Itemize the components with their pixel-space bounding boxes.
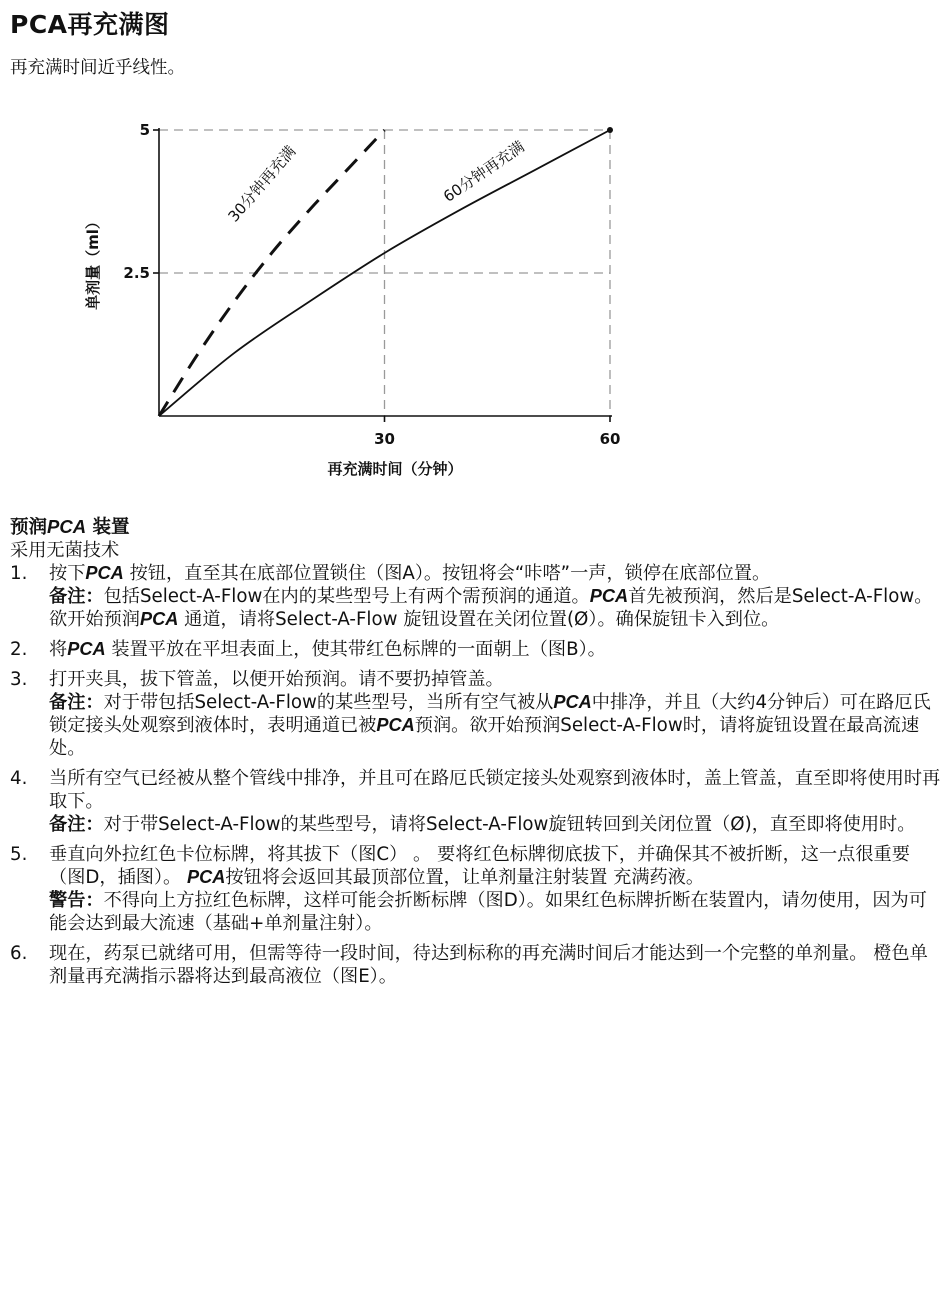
section-title [10, 514, 942, 540]
x-tick-label: 30 [374, 430, 395, 448]
pca-term: PCA [553, 692, 592, 712]
step-number: 1. [10, 563, 28, 584]
step-3 [10, 668, 942, 760]
step-text-part: 将 [49, 639, 68, 660]
chart-series [159, 127, 613, 416]
step-4 [10, 767, 942, 836]
step-warning [49, 889, 942, 935]
chart-axes [159, 128, 612, 416]
pca-term: PCA [67, 639, 106, 659]
step-text-part: 按钮，直至其在底部位置锁住（图A）。按钮将会“咔嗒”一声，锁停在底部位置。 [129, 563, 771, 584]
step-number: 5. [10, 844, 28, 865]
series-label-60min: 60分钟再充满 [440, 137, 528, 206]
step-6 [10, 942, 942, 988]
section-note: 采用无菌技术 [10, 540, 120, 561]
step-number: 2. [10, 639, 28, 660]
series-label-30min: 30分钟再充满 [224, 142, 300, 226]
step-text: 现在，药泵已就绪可用，但需等待一段时间，待达到标称的再充满时间后才能达到一个完整的单剂量。 橙色单剂量再充满指示器将达到最高液位（图E）。 [49, 943, 928, 987]
step-text: 当所有空气已经被从整个管线中排净，并且可在路厄氏锁定接头处观察到液体时，盖上管盖，直至即将使用时再取下。 [49, 768, 941, 812]
y-tick-label: 2.5 [123, 264, 150, 282]
section-title-prefix: 预润 [10, 517, 48, 538]
step-2 [10, 638, 942, 661]
step-note [49, 813, 942, 836]
chart-ticks [123, 121, 620, 448]
pca-term: PCA [376, 715, 415, 735]
step-text [49, 562, 942, 585]
step-5 [10, 843, 942, 935]
note-label: 备注： [49, 586, 104, 607]
note-text-part: 通道，请将Select-A-Flow 旋钮设置在关闭位置(Ø）。确保旋钮卡入到位。 [184, 609, 780, 630]
step-text [49, 638, 942, 661]
pca-term: PCA [589, 586, 629, 606]
refill-chart [0, 0, 950, 490]
step-number: 4. [10, 768, 28, 789]
step-number: 6. [10, 943, 28, 964]
note-text-part: 包括Select-A-Flow在内的某些型号上有两个需预润的通道。 [103, 586, 590, 607]
y-tick-label: 5 [139, 121, 150, 139]
chart-gridlines [159, 130, 610, 416]
step-number: 3. [10, 669, 28, 690]
step-text: 打开夹具，拔下管盖，以便开始预润。请不要扔掉管盖。 [49, 669, 504, 690]
x-axis-title: 再充满时间（分钟） [327, 460, 463, 478]
warning-label: 警告： [49, 890, 104, 911]
section-title-pca: PCA [47, 516, 87, 537]
step-text-part: 装置平放在平坦表面上，使其带红色标牌的一面朝上（图B）。 [111, 639, 606, 660]
y-axis-title: 单剂量（ml） [84, 214, 102, 310]
note-text-part: 对于带包括Select-A-Flow的某些型号，当所有空气被从 [103, 692, 554, 713]
page-title: PCA再充满图 [10, 10, 170, 39]
step-text [49, 843, 942, 889]
step-text-part: 垂直向外拉红色卡位标牌，将其拔下（图C） 。 要将红色标牌彻底拔下，并确保其不被折断，这一点很重要（图D，插图）。 [49, 844, 910, 888]
steps-list [10, 562, 942, 988]
pca-term: PCA [187, 867, 226, 887]
series-endpoint-marker [607, 127, 613, 133]
note-label: 备注： [49, 814, 104, 835]
section-title-suffix: 装置 [92, 517, 130, 538]
note-text-part: 首先被预润，然后是Select-A-Flow。欲开始预润 [49, 586, 933, 630]
step-1 [10, 562, 942, 631]
pca-term: PCA [85, 563, 124, 583]
step-text-part: 按钮将会返回其最顶部位置，让单剂量注射装置 充满药液。 [225, 867, 705, 888]
pca-term: PCA [139, 609, 179, 629]
step-text-part: 按下 [49, 563, 86, 584]
note-label: 备注： [49, 692, 104, 713]
page-subtitle: 再充满时间近乎线性。 [10, 58, 185, 78]
step-note [49, 691, 942, 760]
note-text-part: 中排净，并且（大约4分钟后）可在路厄氏锁定接头处观察到液体时，表明通道已被 [49, 692, 931, 736]
note-text-part: 对于带Select-A-Flow的某些型号，请将Select-A-Flow旋钮转回到关闭位置（Ø)，直至即将使用时。 [103, 814, 916, 835]
note-text-part: 预润。欲开始预润Select-A-Flow时，请将旋钮设置在最高流速处。 [49, 715, 920, 759]
x-tick-label: 60 [599, 430, 621, 448]
warning-text: 不得向上方拉红色标牌，这样可能会折断标牌（图D）。如果红色标牌折断在装置内，请勿使用，因为可能会达到最大流速（基础+单剂量注射）。 [49, 890, 927, 934]
step-note [49, 585, 942, 631]
priming-section [10, 514, 942, 995]
